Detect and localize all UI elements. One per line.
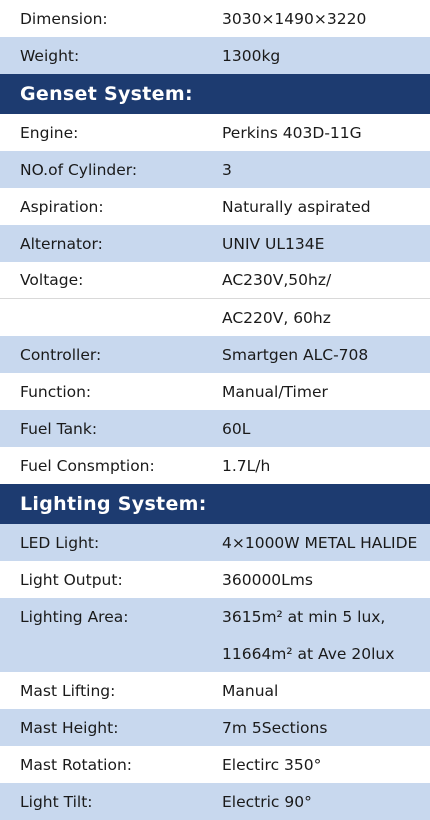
spec-row-weight — [0, 37, 430, 74]
spec-row-voltage — [0, 262, 430, 299]
spec-label: Lighting Area: — [20, 607, 129, 626]
spec-label: Controller: — [20, 345, 102, 364]
spec-row-dimension — [0, 0, 430, 37]
spec-row-led-light — [0, 524, 430, 561]
spec-row-lighting-area — [0, 598, 430, 635]
spec-row-fuel-consumption — [0, 447, 430, 484]
spec-value: Manual/Timer — [222, 382, 328, 401]
section-header-lighting: Lighting System: — [0, 484, 430, 524]
spec-value: 11664m² at Ave 20lux — [222, 644, 395, 663]
spec-value: 3030×1490×3220 — [222, 9, 367, 28]
spec-value: Perkins 403D-11G — [222, 123, 362, 142]
spec-row-controller — [0, 336, 430, 373]
spec-value: Smartgen ALC-708 — [222, 345, 369, 364]
spec-value: AC230V,50hz/ — [222, 271, 332, 289]
spec-value: 1300kg — [222, 46, 281, 65]
spec-row-light-output — [0, 561, 430, 598]
spec-value: 7m 5Sections — [222, 718, 328, 737]
spec-row-alternator — [0, 225, 430, 262]
spec-label: Light Tilt: — [20, 792, 93, 811]
spec-label: Fuel Consmption: — [20, 456, 155, 475]
spec-label: Dimension: — [20, 9, 108, 28]
spec-row-mast-height — [0, 709, 430, 746]
spec-label: Mast Lifting: — [20, 681, 116, 700]
spec-label: Fuel Tank: — [20, 419, 98, 438]
spec-value: 4×1000W METAL HALIDE — [222, 533, 418, 552]
spec-label: Voltage: — [20, 271, 84, 289]
spec-value: 3615m² at min 5 lux, — [222, 607, 386, 626]
spec-value: Naturally aspirated — [222, 197, 371, 216]
spec-value: Electric 90° — [222, 792, 312, 811]
spec-value: 1.7L/h — [222, 456, 271, 475]
spec-row-fuel-tank — [0, 410, 430, 447]
spec-row-mast-lifting — [0, 672, 430, 709]
spec-value: UNIV UL134E — [222, 234, 325, 253]
spec-row-aspiration — [0, 188, 430, 225]
spec-label: Alternator: — [20, 234, 103, 253]
spec-value: 360000Lms — [222, 570, 313, 589]
spec-value: 3 — [222, 160, 232, 179]
spec-row-engine — [0, 114, 430, 151]
spec-value: AC220V, 60hz — [222, 308, 331, 327]
spec-row-cylinder — [0, 151, 430, 188]
spec-row-light-tilt — [0, 783, 430, 820]
spec-row-mast-rotation — [0, 746, 430, 783]
spec-row-function — [0, 373, 430, 410]
spec-row-voltage-cont — [0, 299, 430, 336]
spec-label: Mast Height: — [20, 718, 119, 737]
spec-label: Function: — [20, 382, 92, 401]
spec-label: Light Output: — [20, 570, 123, 589]
spec-label: Engine: — [20, 123, 79, 142]
spec-value: Electirc 350° — [222, 755, 322, 774]
section-header-genset: Genset System: — [0, 74, 430, 114]
spec-label: Aspiration: — [20, 197, 104, 216]
spec-label: NO.of Cylinder: — [20, 160, 138, 179]
spec-value: 60L — [222, 419, 251, 438]
spec-label: Mast Rotation: — [20, 755, 132, 774]
spec-row-lighting-area-cont — [0, 635, 430, 672]
spec-value: Manual — [222, 681, 279, 700]
spec-label: LED Light: — [20, 533, 100, 552]
spec-label: Weight: — [20, 46, 80, 65]
